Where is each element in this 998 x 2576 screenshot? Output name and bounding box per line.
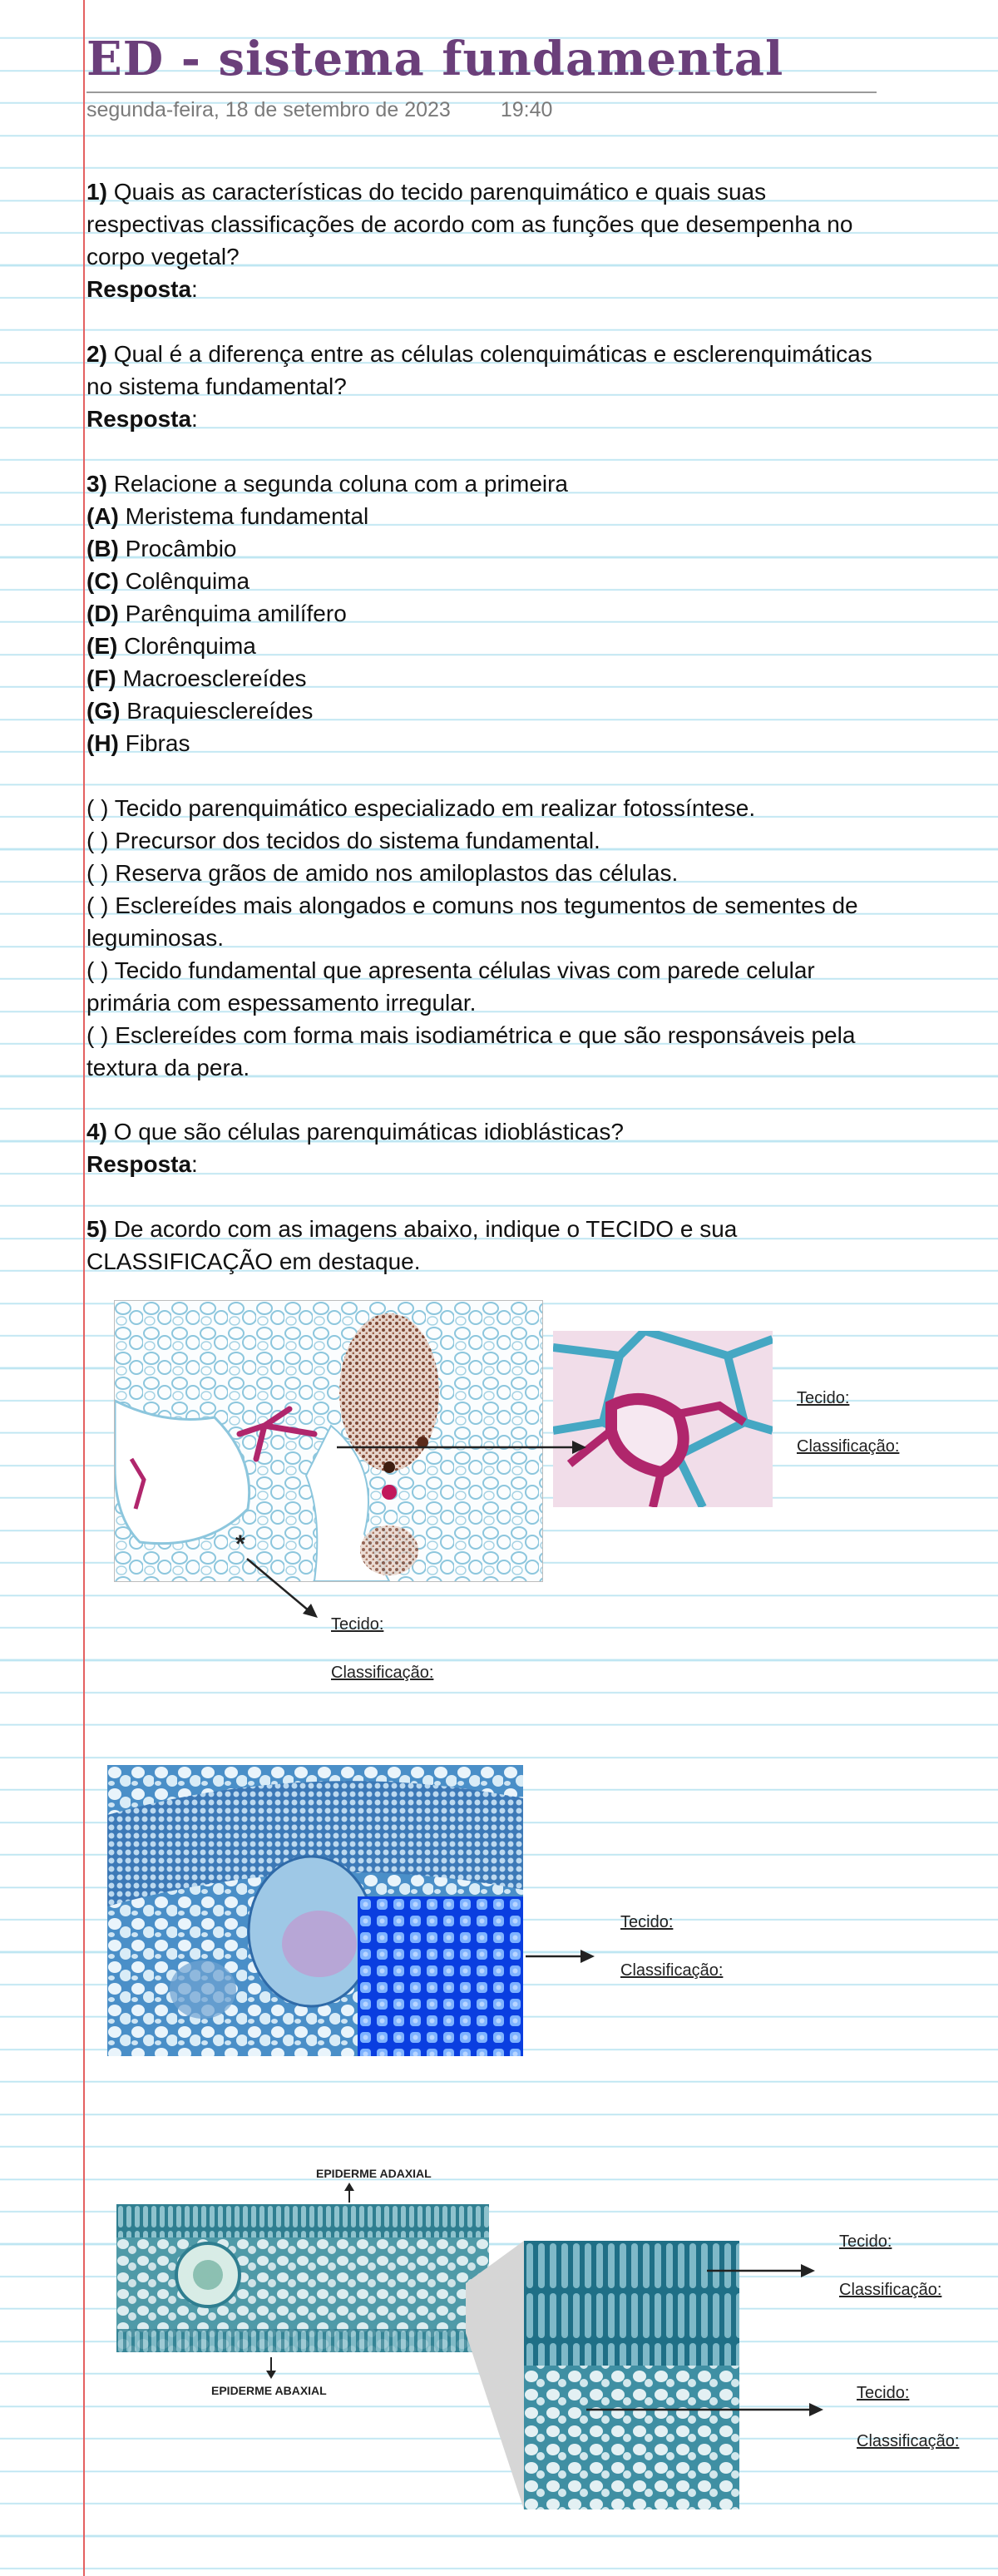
classificacao-label[interactable]: Classificação:: [331, 1664, 434, 1682]
option-text: Colênquima: [125, 568, 250, 594]
option-a: [86, 500, 885, 532]
question-number: 1): [86, 179, 107, 205]
question-body: Qual é a diferença entre as células colenquimáticas e esclerenquimáticas no sistema fundamental?: [86, 341, 872, 399]
option-text: Clorênquima: [124, 633, 256, 659]
question-2-text: [86, 338, 885, 403]
question-number: 2): [86, 341, 107, 367]
question-3[interactable]: [86, 467, 885, 1084]
tecido-label[interactable]: Tecido:: [797, 1389, 850, 1407]
option-g: [86, 695, 885, 727]
answer-label: Resposta: [86, 276, 192, 302]
answer-colon: :: [191, 276, 198, 302]
page-datetime: [86, 98, 552, 122]
option-letter: (F): [86, 665, 116, 691]
statement-6[interactable]: ( ) Esclereídes com forma mais isodiamétrica e que são responsáveis pela textura da pera.: [86, 1022, 856, 1080]
statement-5[interactable]: ( ) Tecido fundamental que apresenta células vivas com parede celular primária com espessamento irregular.: [86, 957, 815, 1016]
answer-line[interactable]: [86, 1148, 885, 1180]
option-text: Parênquima amilífero: [125, 601, 347, 626]
option-letter: (A): [86, 503, 119, 529]
page-title[interactable]: ED - sistema fundamental: [86, 32, 784, 87]
option-text: Fibras: [125, 730, 190, 756]
option-letter: (H): [86, 730, 119, 756]
option-text: Macroesclereídes: [122, 665, 307, 691]
question-1[interactable]: [86, 176, 885, 305]
question-body: De acordo com as imagens abaixo, indique o TECIDO e sua CLASSIFICAÇÃO em destaque.: [86, 1216, 738, 1274]
classificacao-label[interactable]: Classificação:: [857, 2432, 960, 2450]
option-letter: (B): [86, 536, 119, 561]
option-b: [86, 532, 885, 565]
question-number: 5): [86, 1216, 107, 1242]
option-f: [86, 662, 885, 695]
question-number: 3): [86, 471, 107, 497]
question-number: 4): [86, 1119, 107, 1145]
option-letter: (C): [86, 568, 119, 594]
classificacao-label[interactable]: Classificação:: [839, 2281, 942, 2299]
micrograph-collenchyma-overview[interactable]: [114, 1300, 543, 1582]
option-letter: (G): [86, 698, 121, 724]
option-d: [86, 597, 885, 630]
classificacao-label[interactable]: Classificação:: [797, 1437, 900, 1456]
option-text: Braquiesclereídes: [126, 698, 314, 724]
micrograph-detail-drawing: [358, 1896, 523, 2056]
micrograph-sclerenchyma-detail[interactable]: [358, 1896, 523, 2056]
epiderme-abaxial-label: EPIDERME ABAXIAL: [211, 2384, 327, 2397]
question-body: Relacione a segunda coluna com a primeira: [113, 471, 569, 497]
page-date: segunda-feira, 18 de setembro de 2023: [86, 98, 451, 121]
micrograph-detail-drawing: [524, 2241, 739, 2509]
micrograph-drawing: [115, 1301, 542, 1581]
option-letter: (E): [86, 633, 118, 659]
tecido-label[interactable]: Tecido:: [857, 2384, 910, 2402]
question-3-text: [86, 467, 885, 500]
option-e: [86, 630, 885, 662]
question-4[interactable]: [86, 1115, 885, 1180]
option-text: Procâmbio: [125, 536, 237, 561]
micrograph-leaf-cross-section[interactable]: [116, 2204, 489, 2352]
tecido-label[interactable]: Tecido:: [839, 2232, 892, 2251]
tecido-label[interactable]: Tecido:: [620, 1913, 674, 1931]
tecido-label[interactable]: Tecido:: [331, 1615, 384, 1634]
answer-colon: :: [191, 406, 198, 432]
micrograph-mesophyll-detail[interactable]: [524, 2241, 739, 2509]
title-divider: [86, 91, 877, 93]
question-1-text: [86, 176, 885, 273]
answer-colon: :: [191, 1151, 198, 1177]
option-letter: (D): [86, 601, 119, 626]
option-text: Meristema fundamental: [125, 503, 369, 529]
notebook-margin-line: [83, 0, 85, 2576]
question-body: O que são células parenquimáticas idioblásticas?: [113, 1119, 624, 1145]
question-body: Quais as características do tecido parenquimático e quais suas respectivas classificações de acordo com as funções que desempenha no corpo vegetal?: [86, 179, 853, 269]
asterisk-marker: *: [235, 1530, 245, 1558]
statement-3[interactable]: ( ) Reserva grãos de amido nos amiloplastos das células.: [86, 860, 679, 886]
answer-line[interactable]: [86, 273, 885, 305]
option-c: [86, 565, 885, 597]
option-h: [86, 727, 885, 759]
statement-2[interactable]: ( ) Precursor dos tecidos do sistema fundamental.: [86, 828, 600, 853]
statement-1[interactable]: ( ) Tecido parenquimático especializado em realizar fotossíntese.: [86, 795, 756, 821]
page-time: 19:40: [500, 98, 553, 121]
statement-4[interactable]: ( ) Esclereídes mais alongados e comuns nos tegumentos de sementes de leguminosas.: [86, 892, 858, 951]
question-5-text: [86, 1213, 885, 1278]
answer-label: Resposta: [86, 1151, 192, 1177]
question-5[interactable]: [86, 1213, 885, 1278]
micrograph-detail-drawing: [553, 1331, 773, 1507]
question-2[interactable]: [86, 338, 885, 435]
classificacao-label[interactable]: Classificação:: [620, 1961, 724, 1980]
epiderme-adaxial-label: EPIDERME ADAXIAL: [316, 2167, 432, 2180]
micrograph-collenchyma-detail[interactable]: [553, 1331, 773, 1507]
micrograph-drawing: [116, 2204, 489, 2352]
answer-label: Resposta: [86, 406, 192, 432]
question-4-text: [86, 1115, 885, 1148]
answer-line[interactable]: [86, 403, 885, 435]
